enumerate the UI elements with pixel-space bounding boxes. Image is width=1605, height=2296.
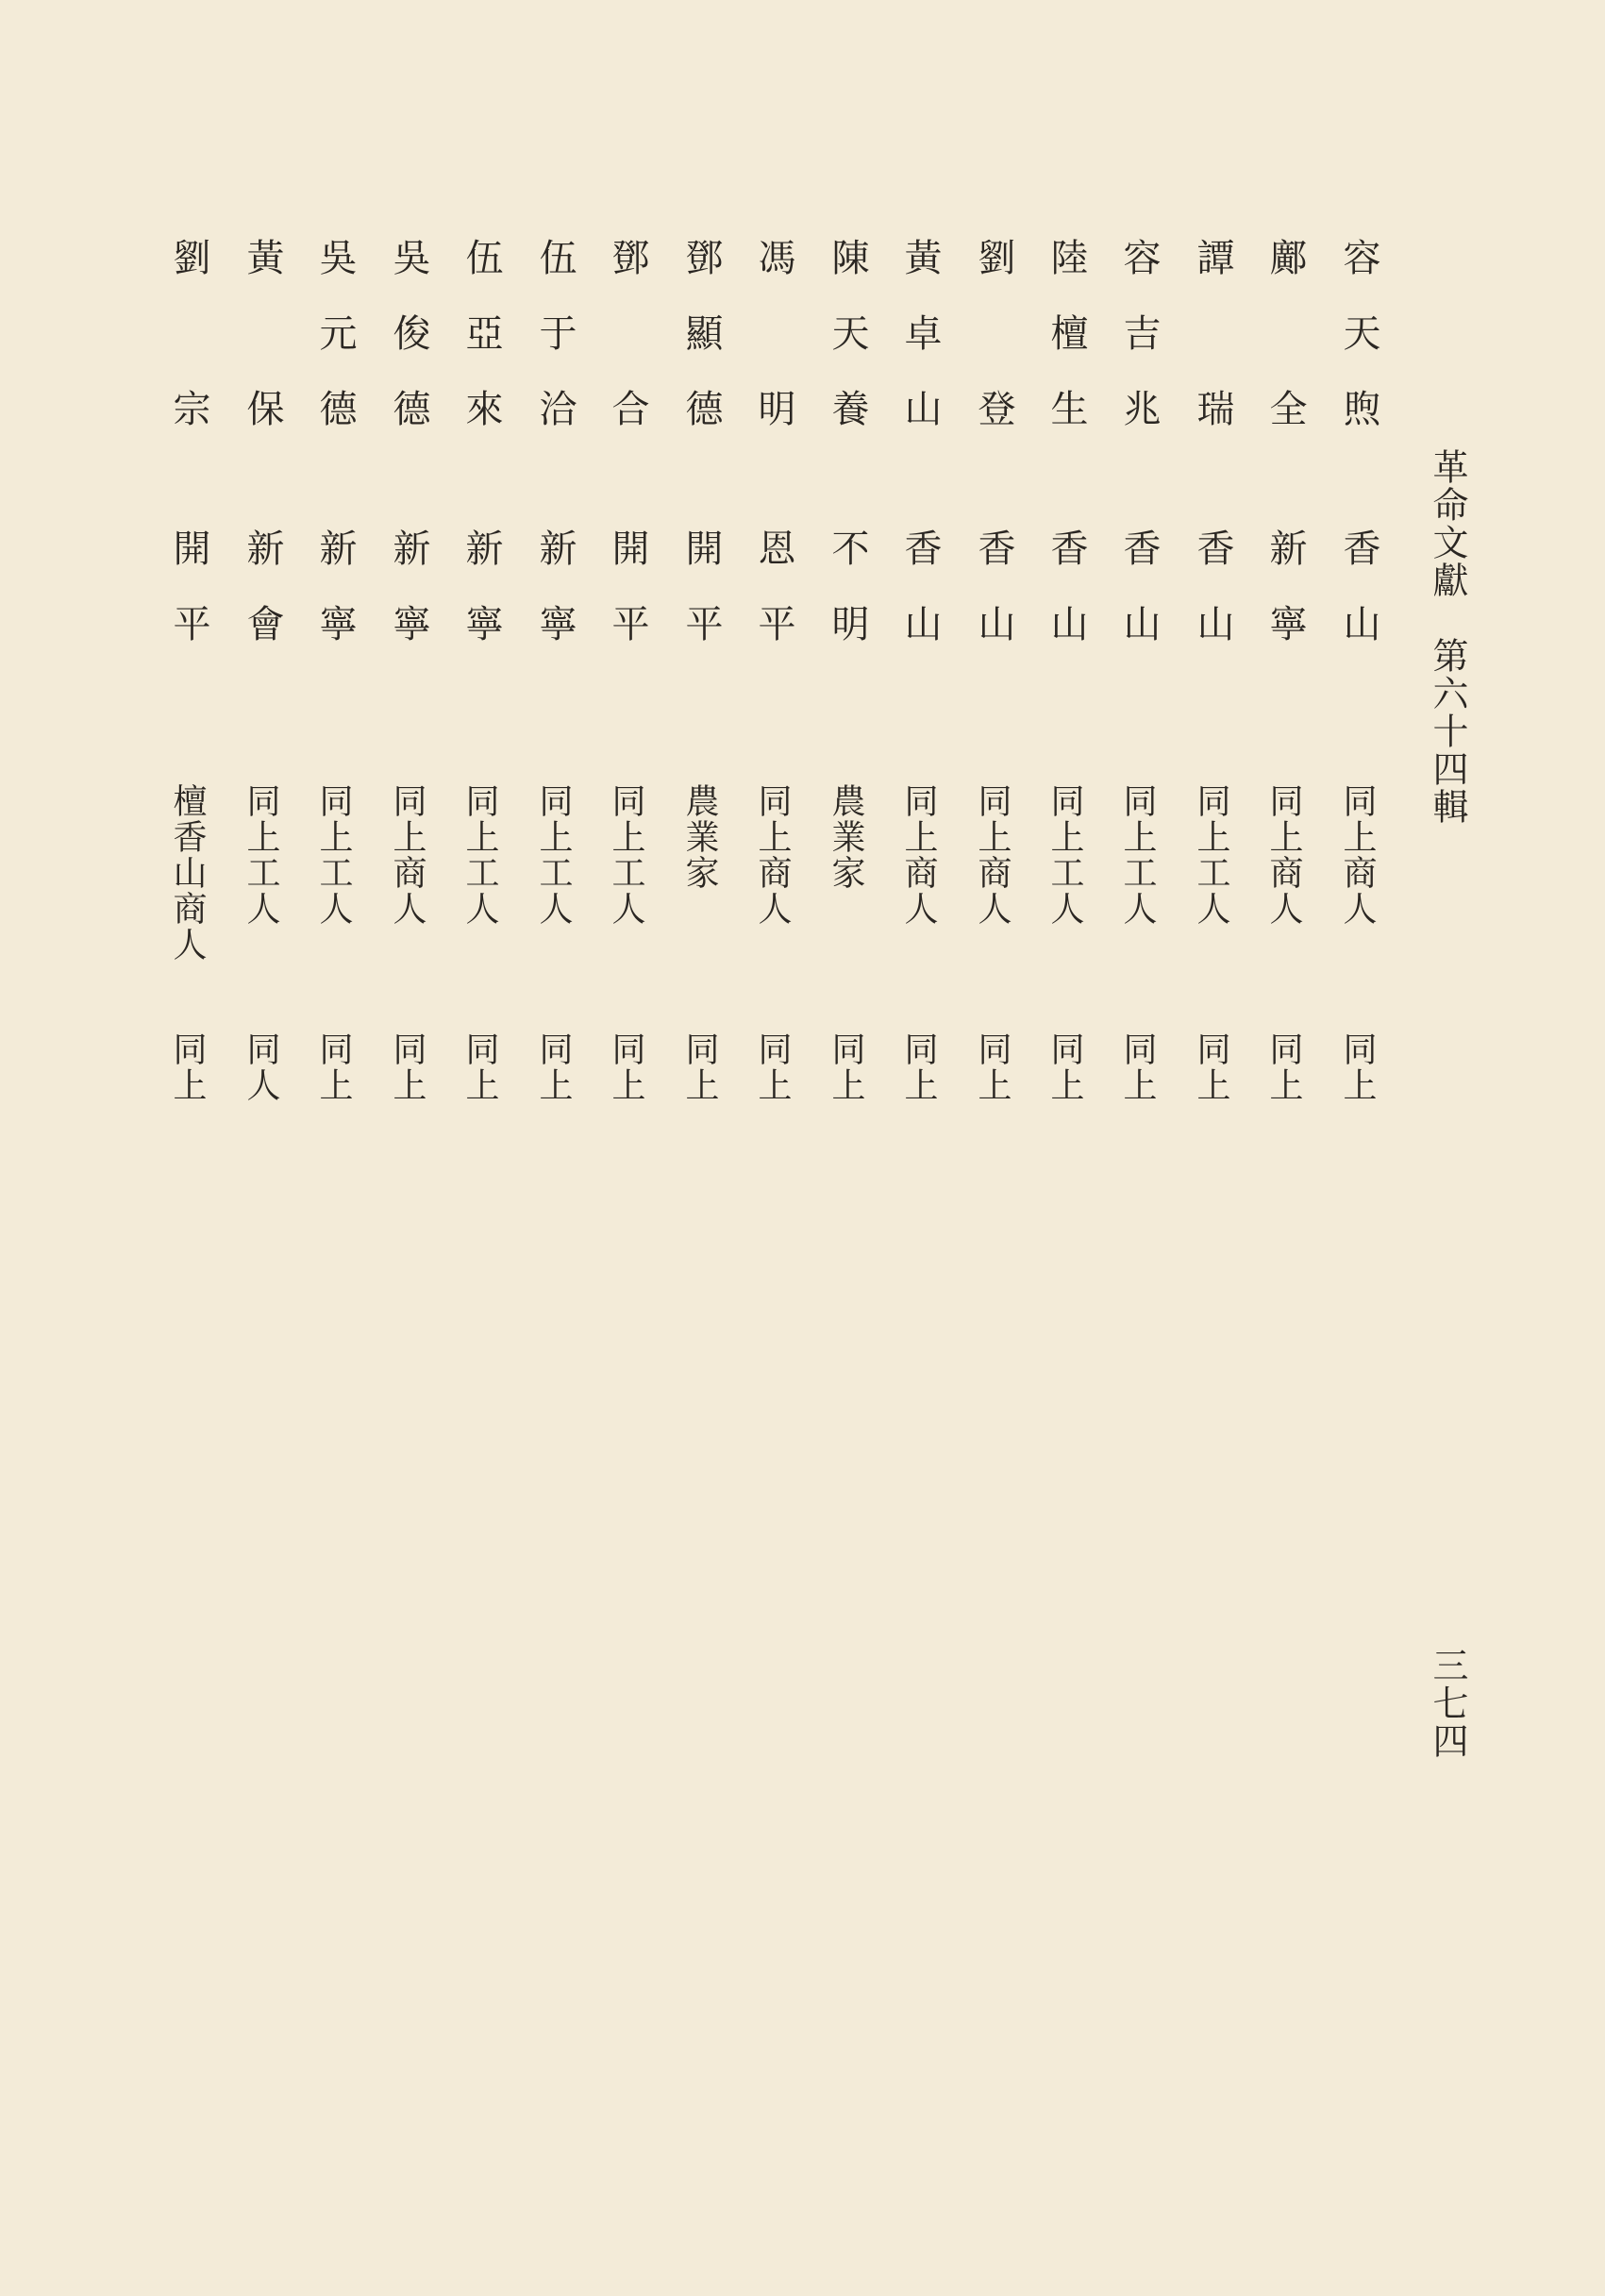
relation: 同上 xyxy=(314,1031,353,1103)
person-name: 伍于洽 xyxy=(533,238,577,464)
table-row xyxy=(606,0,682,2296)
person-name: 黃 保 xyxy=(241,238,284,464)
occupation: 同上商人 xyxy=(1338,783,1377,927)
person-name: 吳俊德 xyxy=(387,238,430,464)
relation: 同上 xyxy=(899,1031,938,1103)
relation: 同上 xyxy=(168,1031,207,1103)
occupation: 同上工人 xyxy=(460,783,499,927)
native-place: 新寧 xyxy=(460,528,503,679)
relation: 同上 xyxy=(534,1031,573,1103)
native-place: 開平 xyxy=(606,528,649,679)
person-name: 伍亞來 xyxy=(460,238,503,464)
relation: 同上 xyxy=(388,1031,426,1103)
native-place: 新寧 xyxy=(387,528,430,679)
occupation: 同上商人 xyxy=(753,783,792,927)
table-row xyxy=(387,0,463,2296)
relation: 同上 xyxy=(1192,1031,1230,1103)
relation: 同上 xyxy=(1264,1031,1303,1103)
table-row xyxy=(167,0,243,2296)
occupation: 同上商人 xyxy=(973,783,1011,927)
occupation: 檀香山商人 xyxy=(168,783,207,963)
person-name: 容吉兆 xyxy=(1117,238,1161,464)
person-name: 譚 瑞 xyxy=(1191,238,1234,464)
table-row xyxy=(1047,0,1121,2296)
table-row xyxy=(898,0,975,2296)
native-place: 香山 xyxy=(898,528,942,679)
relation: 同上 xyxy=(973,1031,1011,1103)
occupation: 同上工人 xyxy=(242,783,280,927)
relation: 同上 xyxy=(1338,1031,1377,1103)
relation: 同上 xyxy=(1045,1031,1084,1103)
book-title: 革命文獻 第六十四輯 xyxy=(1427,448,1468,826)
native-place: 新寧 xyxy=(313,528,357,679)
native-place: 不明 xyxy=(826,528,869,679)
table-row xyxy=(972,0,1048,2296)
relation: 同人 xyxy=(242,1031,280,1103)
table-row xyxy=(679,0,756,2296)
relation: 同上 xyxy=(460,1031,499,1103)
occupation: 同上商人 xyxy=(1264,783,1303,927)
person-name: 黃卓山 xyxy=(898,238,942,464)
native-place: 香山 xyxy=(972,528,1015,679)
person-name: 吳元德 xyxy=(313,238,357,464)
native-place: 香山 xyxy=(1117,528,1161,679)
relation: 同上 xyxy=(680,1031,719,1103)
table-row xyxy=(1263,0,1340,2296)
native-place: 開平 xyxy=(167,528,210,679)
person-name: 劉 宗 xyxy=(167,238,210,464)
occupation: 同上商人 xyxy=(899,783,938,927)
table-row xyxy=(1191,0,1267,2296)
person-name: 劉 登 xyxy=(972,238,1015,464)
native-place: 新寧 xyxy=(533,528,577,679)
relation: 同上 xyxy=(827,1031,865,1103)
page-number: 三七四 xyxy=(1427,1647,1468,1760)
person-name: 鄺 全 xyxy=(1263,238,1307,464)
native-place: 香山 xyxy=(1191,528,1234,679)
occupation: 同上工人 xyxy=(534,783,573,927)
native-place: 恩平 xyxy=(752,528,795,679)
occupation: 同上商人 xyxy=(388,783,426,927)
table-row xyxy=(243,0,317,2296)
table-row xyxy=(752,0,828,2296)
table-row xyxy=(828,0,902,2296)
table-row xyxy=(1117,0,1194,2296)
table-row xyxy=(462,0,536,2296)
native-place: 香山 xyxy=(1045,528,1088,679)
table-row xyxy=(313,0,390,2296)
native-place: 新寧 xyxy=(1263,528,1307,679)
person-name: 馮 明 xyxy=(752,238,795,464)
person-name: 陳天養 xyxy=(826,238,869,464)
relation: 同上 xyxy=(1118,1031,1157,1103)
relation: 同上 xyxy=(607,1031,645,1103)
occupation: 同上工人 xyxy=(1192,783,1230,927)
table-row xyxy=(1337,0,1413,2296)
occupation: 同上工人 xyxy=(1118,783,1157,927)
occupation: 同上工人 xyxy=(607,783,645,927)
occupation: 同上工人 xyxy=(1045,783,1084,927)
occupation: 農業家 xyxy=(680,783,719,891)
native-place: 香山 xyxy=(1337,528,1380,679)
person-name: 鄧 合 xyxy=(606,238,649,464)
person-name: 容天煦 xyxy=(1337,238,1380,464)
native-place: 開平 xyxy=(679,528,723,679)
person-name: 鄧顯德 xyxy=(679,238,723,464)
relation: 同上 xyxy=(753,1031,792,1103)
person-name: 陸檀生 xyxy=(1045,238,1088,464)
table-row xyxy=(533,0,610,2296)
native-place: 新會 xyxy=(241,528,284,679)
occupation: 同上工人 xyxy=(314,783,353,927)
occupation: 農業家 xyxy=(827,783,865,891)
